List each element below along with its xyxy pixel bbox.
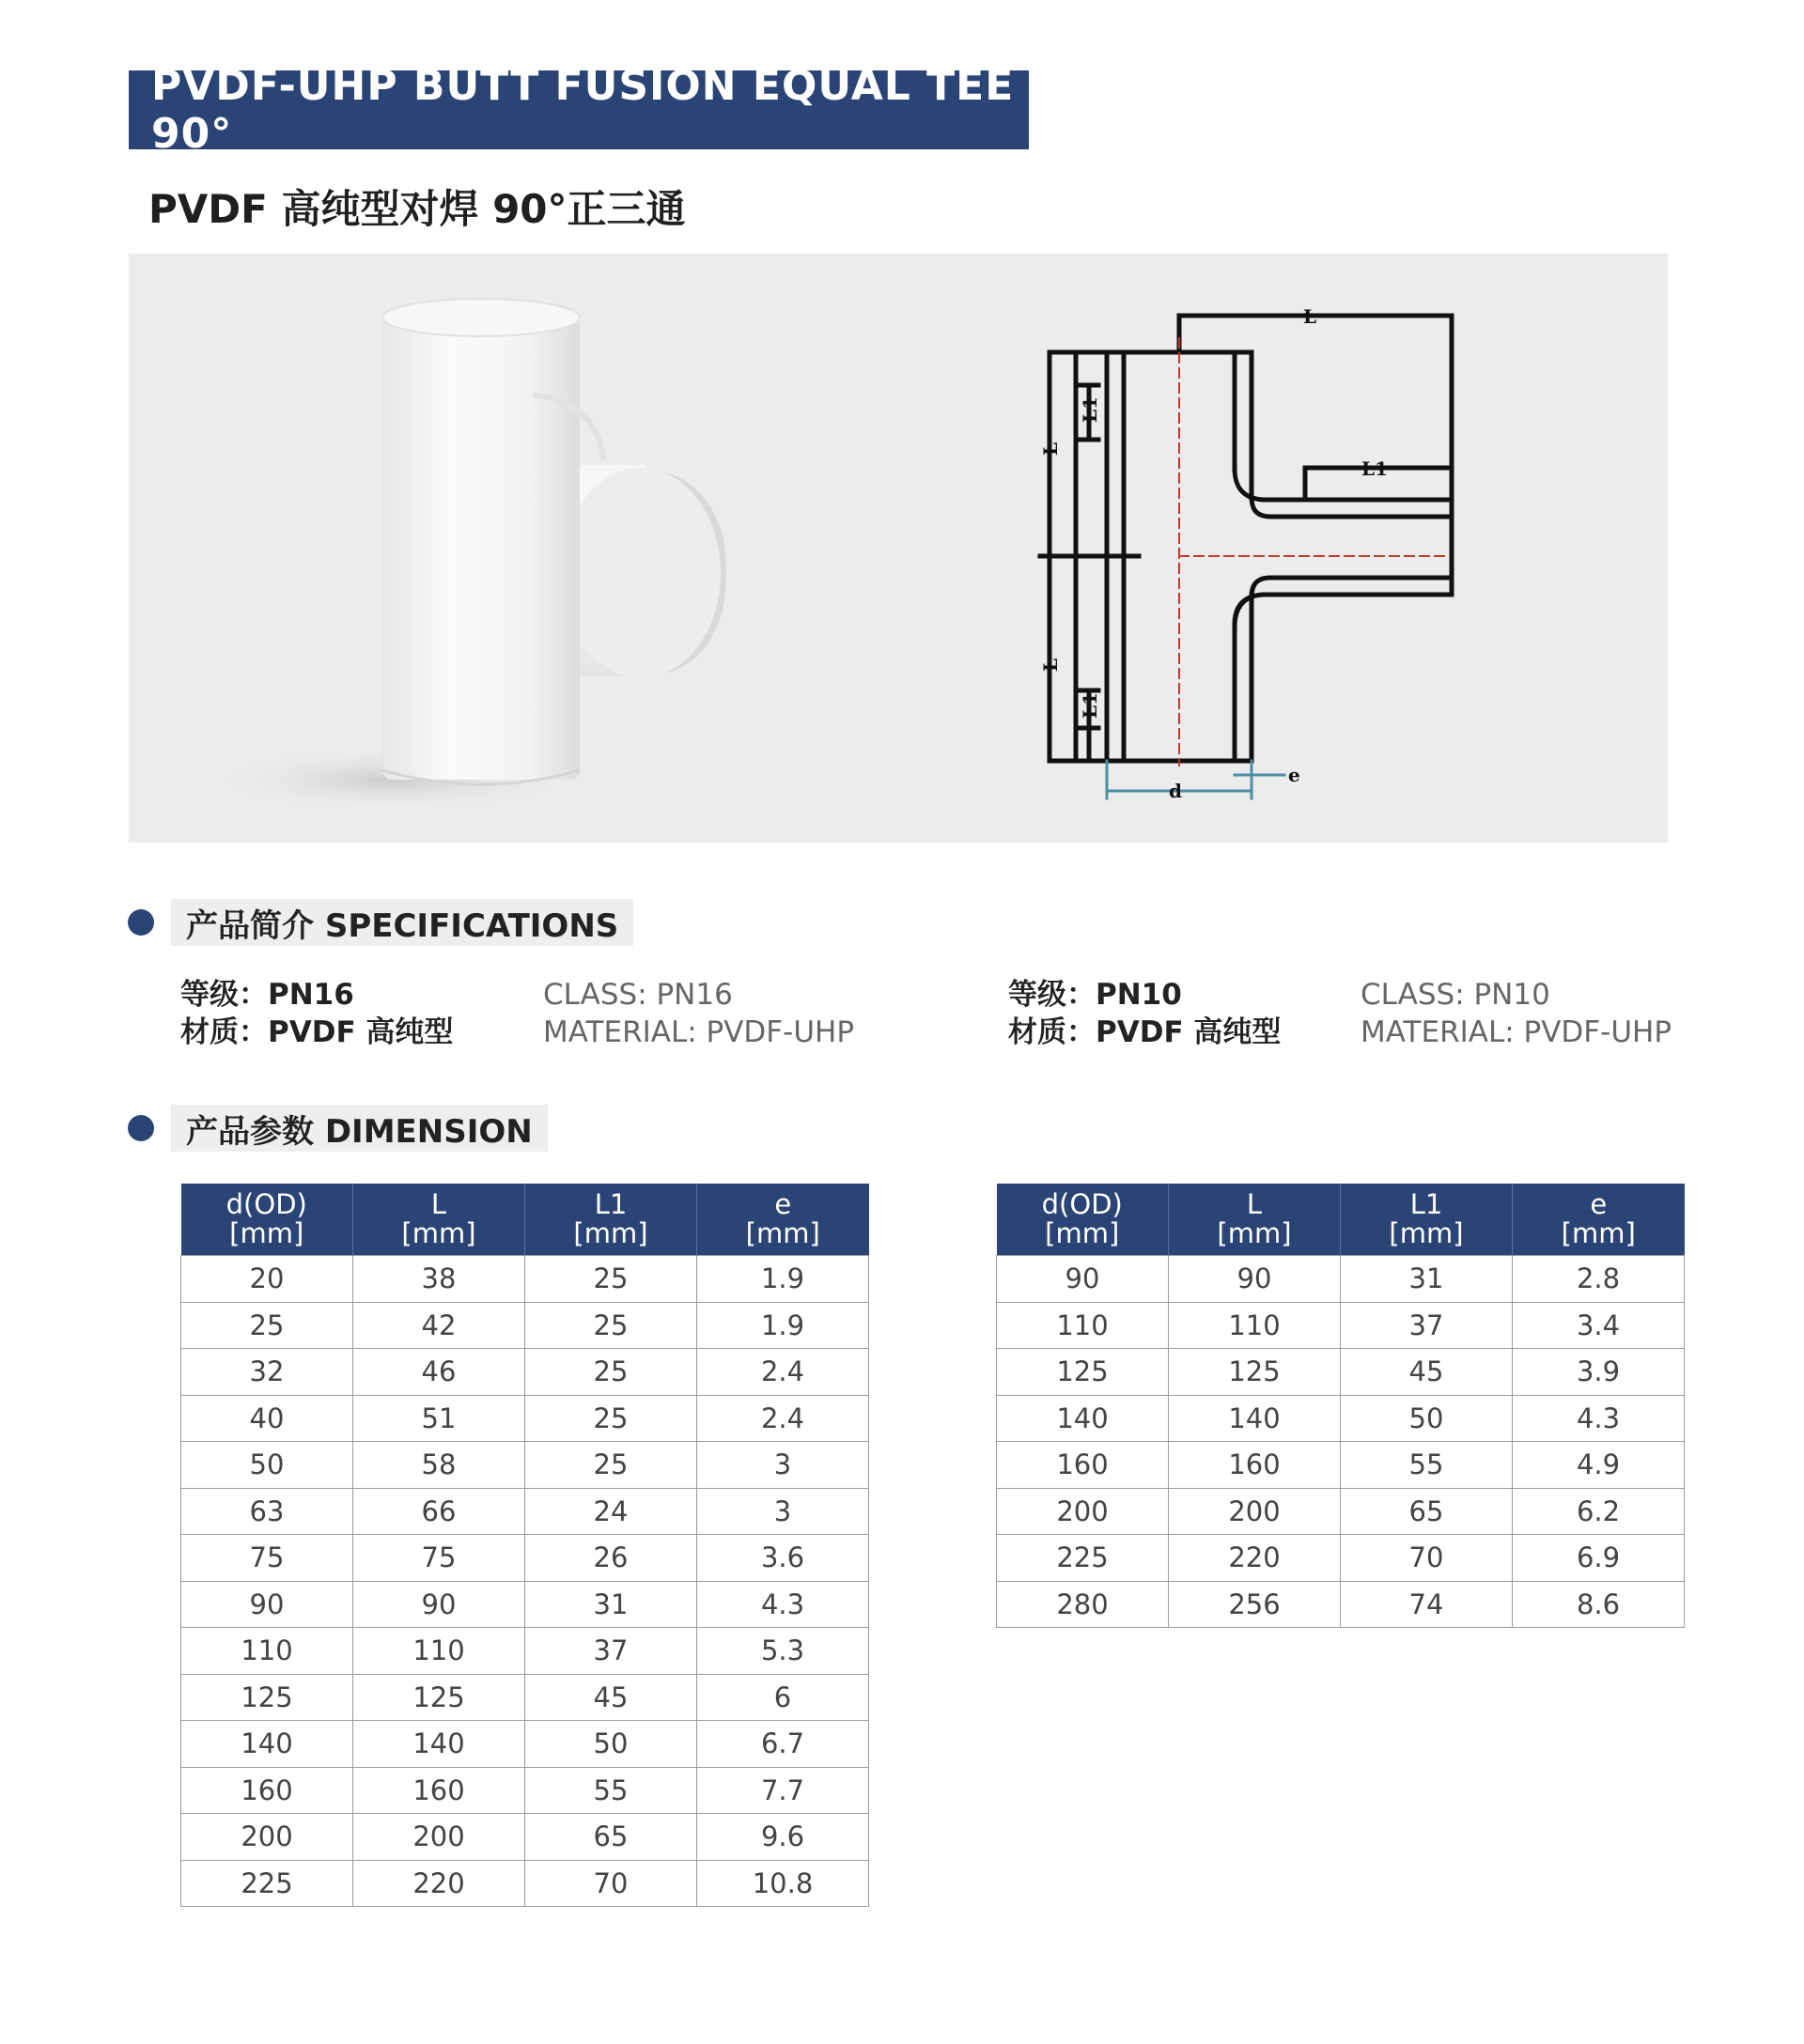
table-cell: 125: [1169, 1349, 1341, 1396]
table-row: [181, 1302, 869, 1349]
table-row: [181, 1256, 869, 1303]
drawing-label-L-upper: L: [1039, 441, 1062, 456]
table-cell: 75: [353, 1535, 525, 1582]
column-unit: [mm]: [1045, 1217, 1120, 1249]
column-unit: [mm]: [229, 1217, 304, 1249]
column-unit: [mm]: [401, 1217, 476, 1249]
table-row: [181, 1628, 869, 1675]
table-cell: 200: [1169, 1488, 1341, 1535]
table-cell: 3: [697, 1442, 869, 1489]
table-cell: 4.9: [1513, 1442, 1685, 1489]
table-cell: 280: [997, 1581, 1169, 1628]
spec-left-zh: [180, 976, 453, 1051]
table-row: [181, 1674, 869, 1721]
spec-left-en-class: CLASS: PN16: [543, 978, 733, 1012]
table-cell: 9.6: [697, 1814, 869, 1861]
table-cell: 31: [1341, 1256, 1513, 1303]
table-cell: 51: [353, 1395, 525, 1442]
table-row: [997, 1535, 1685, 1582]
column-unit: [mm]: [1389, 1217, 1464, 1249]
drawing-label-d: d: [1169, 780, 1182, 802]
table-cell: 3: [697, 1488, 869, 1535]
column-header-d-od: [181, 1184, 353, 1256]
table-cell: 25: [525, 1302, 697, 1349]
table-cell: 45: [1341, 1349, 1513, 1396]
drawing-label-L1-upper: L1: [1079, 396, 1101, 423]
table-cell: 225: [181, 1860, 353, 1907]
table-cell: 110: [1169, 1302, 1341, 1349]
table-cell: 2.4: [697, 1349, 869, 1396]
column-header-l: [353, 1184, 525, 1256]
table-cell: 140: [997, 1395, 1169, 1442]
spec-right-zh-material: 材质：PVDF 高纯型: [1008, 1015, 1282, 1049]
spec-left-en-material: MATERIAL: PVDF-UHP: [543, 1015, 855, 1049]
column-unit: [mm]: [1561, 1217, 1636, 1249]
table-row: [181, 1395, 869, 1442]
table-row: [997, 1302, 1685, 1349]
table-cell: 25: [525, 1349, 697, 1396]
spec-left-en: [543, 976, 854, 1051]
column-name: e: [774, 1188, 792, 1220]
column-unit: [mm]: [573, 1217, 648, 1249]
table-cell: 40: [181, 1395, 353, 1442]
table-cell: 160: [997, 1442, 1169, 1489]
table-cell: 1.9: [697, 1256, 869, 1303]
table-cell: 6.9: [1513, 1535, 1685, 1582]
table-cell: 2.4: [697, 1395, 869, 1442]
table-cell: 20: [181, 1256, 353, 1303]
table-row: [181, 1860, 869, 1907]
table-cell: 5.3: [697, 1628, 869, 1675]
table-cell: 25: [181, 1302, 353, 1349]
spec-right-en-class: CLASS: PN10: [1361, 978, 1550, 1012]
table-cell: 3.4: [1513, 1302, 1685, 1349]
hero-illustration: [129, 254, 1668, 843]
table-row: [997, 1581, 1685, 1628]
spec-left-zh-class: 等级：PN16: [180, 978, 354, 1012]
table-cell: 256: [1169, 1581, 1341, 1628]
column-unit: [mm]: [1217, 1217, 1292, 1249]
table-row: [181, 1349, 869, 1396]
table-cell: 55: [1341, 1442, 1513, 1489]
table-cell: 3.6: [697, 1535, 869, 1582]
table-cell: 140: [181, 1721, 353, 1768]
table-cell: 46: [353, 1349, 525, 1396]
table-cell: 70: [525, 1860, 697, 1907]
table-cell: 160: [353, 1767, 525, 1814]
drawing-label-L: L: [1303, 305, 1317, 328]
dimension-heading-label: 产品参数 DIMENSION: [171, 1105, 548, 1152]
table-cell: 220: [353, 1860, 525, 1907]
column-name: L: [430, 1188, 447, 1220]
table-cell: 6: [697, 1674, 869, 1721]
column-header-l1: [1341, 1184, 1513, 1256]
spec-right-en: [1361, 976, 1672, 1051]
column-name: e: [1590, 1188, 1608, 1220]
table-cell: 110: [181, 1628, 353, 1675]
column-name: d(OD): [1041, 1188, 1123, 1220]
table-cell: 25: [525, 1256, 697, 1303]
table-cell: 37: [1341, 1302, 1513, 1349]
column-header-l1: [525, 1184, 697, 1256]
table-row: [997, 1488, 1685, 1535]
table-cell: 32: [181, 1349, 353, 1396]
drawing-label-L1-branch: L1: [1361, 457, 1388, 480]
table-cell: 90: [997, 1256, 1169, 1303]
spec-left-zh-material: 材质：PVDF 高纯型: [180, 1015, 454, 1049]
dimension-table-pn10: [996, 1184, 1685, 1628]
drawing-label-L1-lower: L1: [1079, 692, 1101, 719]
table-cell: 70: [1341, 1535, 1513, 1582]
specifications-heading-label: 产品简介 SPECIFICATIONS: [171, 899, 633, 946]
table-row: [997, 1442, 1685, 1489]
table-cell: 42: [353, 1302, 525, 1349]
table-cell: 200: [997, 1488, 1169, 1535]
table-cell: 50: [1341, 1395, 1513, 1442]
table-cell: 25: [525, 1395, 697, 1442]
table-cell: 37: [525, 1628, 697, 1675]
table-cell: 140: [1169, 1395, 1341, 1442]
table-cell: 24: [525, 1488, 697, 1535]
table-cell: 90: [1169, 1256, 1341, 1303]
table-row: [181, 1535, 869, 1582]
table-cell: 63: [181, 1488, 353, 1535]
table-cell: 58: [353, 1442, 525, 1489]
table-cell: 65: [1341, 1488, 1513, 1535]
specifications-heading: [128, 898, 633, 947]
table-cell: 220: [1169, 1535, 1341, 1582]
table-cell: 74: [1341, 1581, 1513, 1628]
dimension-table-pn16: [180, 1184, 869, 1907]
table-cell: 225: [997, 1535, 1169, 1582]
column-name: L1: [1409, 1188, 1443, 1220]
column-header-e: [1513, 1184, 1685, 1256]
table-cell: 55: [525, 1767, 697, 1814]
column-name: d(OD): [226, 1188, 307, 1220]
table-cell: 38: [353, 1256, 525, 1303]
tee-fitting-photo: [204, 299, 726, 813]
table-cell: 1.9: [697, 1302, 869, 1349]
table-row: [997, 1395, 1685, 1442]
table-cell: 6.2: [1513, 1488, 1685, 1535]
table-cell: 125: [997, 1349, 1169, 1396]
column-header-e: [697, 1184, 869, 1256]
table-header-row: [181, 1184, 869, 1256]
dimension-heading: [128, 1104, 548, 1153]
column-header-d-od: [997, 1184, 1169, 1256]
spec-right-zh-class: 等级：PN10: [1008, 978, 1182, 1012]
table-row: [181, 1442, 869, 1489]
bullet-dot-icon: [128, 1115, 154, 1141]
table-row: [181, 1814, 869, 1861]
table-cell: 125: [181, 1674, 353, 1721]
table-header-row: [997, 1184, 1685, 1256]
product-hero: [129, 254, 1668, 843]
table-row: [997, 1349, 1685, 1396]
table-cell: 65: [525, 1814, 697, 1861]
spec-right-zh: [1008, 976, 1281, 1051]
table-cell: 50: [181, 1442, 353, 1489]
bullet-dot-icon: [128, 909, 154, 936]
page-subtitle: PVDF 高纯型对焊 90°正三通: [148, 186, 686, 232]
table-cell: 4.3: [697, 1581, 869, 1628]
table-cell: 75: [181, 1535, 353, 1582]
table-row: [181, 1721, 869, 1768]
table-row: [181, 1581, 869, 1628]
table-cell: 2.8: [1513, 1256, 1685, 1303]
table-cell: 110: [353, 1628, 525, 1675]
table-cell: 90: [181, 1581, 353, 1628]
technical-drawing: [1040, 316, 1452, 798]
table-cell: 8.6: [1513, 1581, 1685, 1628]
table-row: [181, 1488, 869, 1535]
table-cell: 7.7: [697, 1767, 869, 1814]
column-name: L: [1246, 1188, 1263, 1220]
table-cell: 125: [353, 1674, 525, 1721]
table-cell: 66: [353, 1488, 525, 1535]
table-cell: 200: [181, 1814, 353, 1861]
table-cell: 90: [353, 1581, 525, 1628]
table-row: [997, 1256, 1685, 1303]
table-cell: 45: [525, 1674, 697, 1721]
column-header-l: [1169, 1184, 1341, 1256]
table-cell: 25: [525, 1442, 697, 1489]
table-cell: 200: [353, 1814, 525, 1861]
column-name: L1: [594, 1188, 628, 1220]
table-cell: 50: [525, 1721, 697, 1768]
table-cell: 10.8: [697, 1860, 869, 1907]
table-cell: 26: [525, 1535, 697, 1582]
table-cell: 160: [1169, 1442, 1341, 1489]
page-title: PVDF-UHP BUTT FUSION EQUAL TEE 90°: [129, 70, 1029, 149]
column-unit: [mm]: [745, 1217, 820, 1249]
table-cell: 140: [353, 1721, 525, 1768]
spec-right-en-material: MATERIAL: PVDF-UHP: [1361, 1015, 1672, 1049]
table-cell: 31: [525, 1581, 697, 1628]
table-cell: 4.3: [1513, 1395, 1685, 1442]
table-cell: 3.9: [1513, 1349, 1685, 1396]
drawing-label-e: e: [1288, 764, 1300, 786]
drawing-label-L-lower: L: [1039, 658, 1062, 672]
table-row: [181, 1767, 869, 1814]
table-cell: 110: [997, 1302, 1169, 1349]
table-cell: 160: [181, 1767, 353, 1814]
table-cell: 6.7: [697, 1721, 869, 1768]
